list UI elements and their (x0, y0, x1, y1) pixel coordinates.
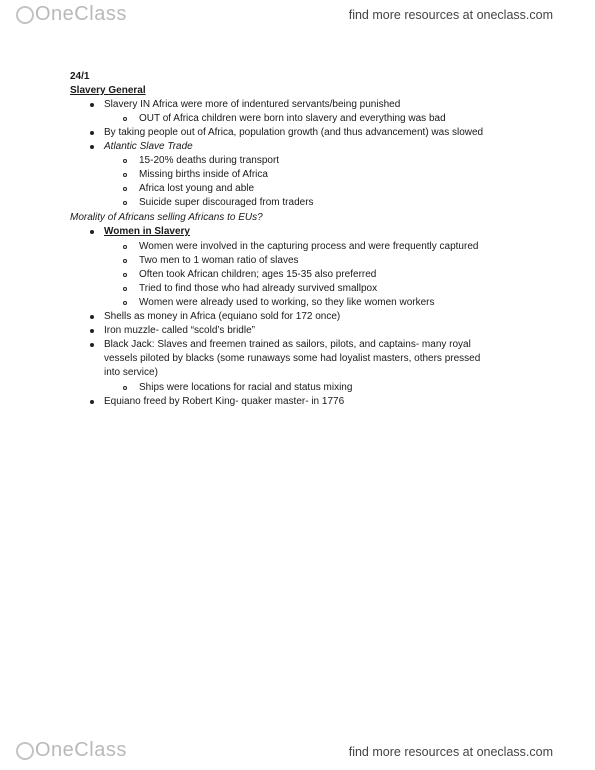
list-item: Two men to 1 woman ratio of slaves (139, 255, 299, 266)
list-item-continuation: into service) (104, 367, 158, 378)
list-item: 15-20% deaths during transport (139, 155, 280, 166)
footer-tagline: find more resources at oneclass.com (348, 745, 553, 759)
sub-bullet-icon (123, 117, 127, 121)
list-item: Africa lost young and able (139, 183, 255, 194)
sub-bullet-icon (123, 301, 127, 305)
bullet-icon (90, 131, 94, 135)
oneclass-logo-bottom: OneClass (16, 739, 127, 762)
list-item: Equiano freed by Robert King- quaker master- in 1776 (104, 396, 345, 407)
list-item: OUT of Africa children were born into slavery and everything was bad (139, 113, 446, 124)
bullet-icon (90, 329, 94, 333)
list-item: Tried to find those who had already survived smallpox (139, 283, 378, 294)
bullet-icon (90, 145, 94, 149)
sub-bullet-icon (123, 187, 127, 191)
bullet-icon (90, 400, 94, 404)
sub-bullet-icon (123, 159, 127, 163)
list-item: Atlantic Slave Trade (104, 141, 193, 152)
list-item: Women were already used to working, so they like women workers (139, 297, 435, 308)
bullet-icon (90, 315, 94, 319)
header-tagline: find more resources at oneclass.com (348, 8, 553, 22)
list-item: Black Jack: Slaves and freemen trained as sailors, pilots, and captains- many royal (104, 339, 471, 350)
list-item: By taking people out of Africa, population growth (and thus advancement) was slowed (104, 127, 484, 138)
bullet-icon (90, 103, 94, 107)
list-item-continuation: vessels piloted by blacks (some runaways some had loyalist masters, others pressed (104, 353, 481, 364)
list-item: Shells as money in Africa (equiano sold for 172 once) (104, 311, 341, 322)
list-item: Women were involved in the capturing process and were frequently captured (139, 241, 479, 252)
list-item: Missing births inside of Africa (139, 169, 268, 180)
sub-bullet-icon (123, 173, 127, 177)
oneclass-logo-top: OneClass (16, 3, 127, 26)
list-item: Iron muzzle- called “scold’s bridle” (104, 325, 255, 336)
section-question: Morality of Africans selling Africans to EUs? (70, 212, 263, 223)
list-item: Women in Slavery (104, 226, 190, 237)
list-item: Often took African children; ages 15-35 also preferred (139, 269, 377, 280)
list-item: Suicide super discouraged from traders (139, 197, 314, 208)
logo-circle-icon (16, 742, 34, 760)
list-item: Ships were locations for racial and status mixing (139, 382, 353, 393)
notes-date: 24/1 (70, 71, 90, 82)
bullet-icon (90, 343, 94, 347)
list-item: Slavery IN Africa were more of indentured servants/being punished (104, 99, 401, 110)
sub-bullet-icon (123, 287, 127, 291)
sub-bullet-icon (123, 386, 127, 390)
section-title-slavery-general: Slavery General (70, 85, 146, 96)
logo-circle-icon (16, 6, 34, 24)
sub-bullet-icon (123, 259, 127, 263)
sub-bullet-icon (123, 245, 127, 249)
sub-bullet-icon (123, 201, 127, 205)
sub-bullet-icon (123, 273, 127, 277)
bullet-icon (90, 230, 94, 234)
